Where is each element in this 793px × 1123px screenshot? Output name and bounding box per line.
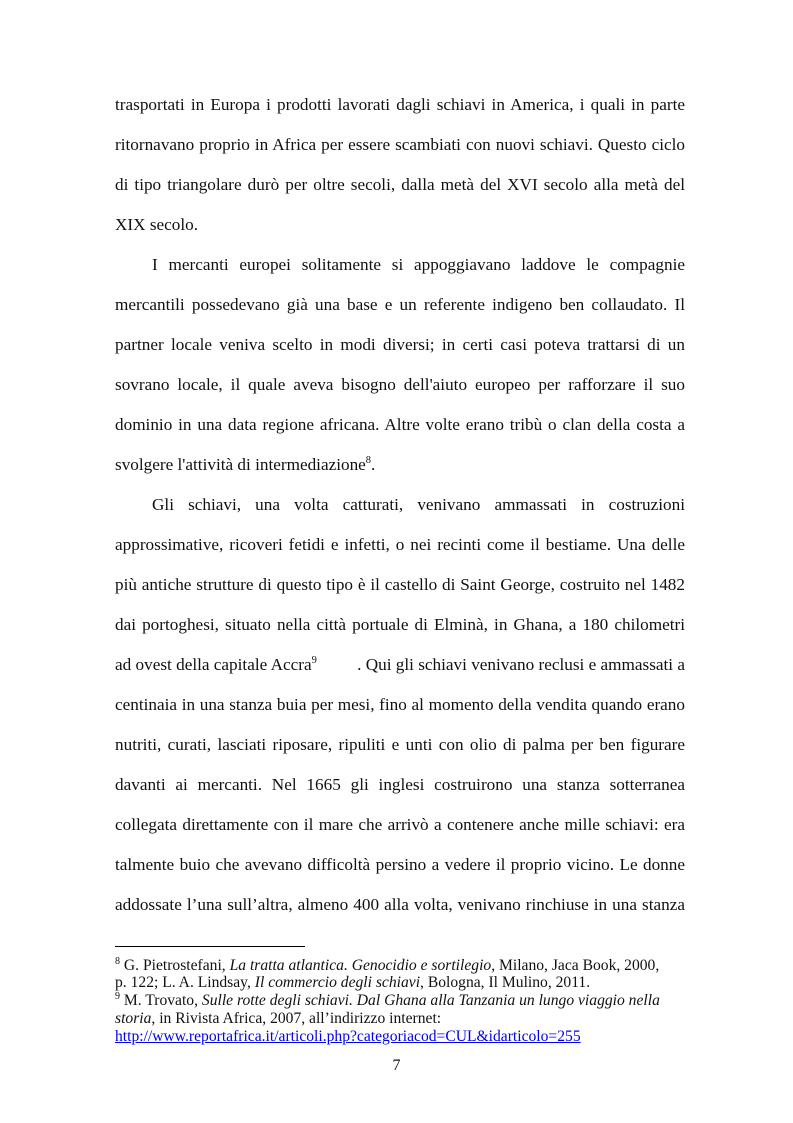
- paragraph-start-line: Gli schiavi, una volta catturati, venivano ammassati in costruzioni: [152, 495, 685, 514]
- body-text: ad ovest della capitale Accra$^9$: [115, 655, 317, 674]
- body-text: svolgere l'attività di intermediazione: [115, 455, 366, 474]
- footnote-url-link[interactable]: http://www.reportafrica.it/articoli.php?categoriacod=CUL&idarticolo=255: [115, 1028, 581, 1045]
- footnote-text: , Bologna, Il Mulino, 2011.: [420, 974, 591, 991]
- body-line: [115, 455, 685, 475]
- footnote-text: , Milano, Jaca Book, 2000,: [491, 957, 660, 974]
- footnote-9-cont: [115, 1010, 685, 1027]
- footnote-number: 8: [115, 956, 120, 967]
- body-line: dominio in una data regione africana. Altre volte erano tribù o clan della costa a: [115, 415, 685, 434]
- footnote-title: storia: [115, 1010, 152, 1027]
- footnote-text: , in Rivista Africa, 2007, all’indirizzo internet:: [151, 1010, 442, 1027]
- footnote-ref-9[interactable]: 9: [311, 655, 317, 666]
- body-line: approssimative, ricoveri fetidi e infetti, o nei recinti come il bestiame. Una delle: [115, 535, 685, 554]
- body-line: dai portoghesi, situato nella città portuale di Elminà, in Ghana, a 180 chilometri: [115, 615, 685, 634]
- footnote-8-cont: [115, 974, 685, 991]
- footnote-title: Sulle rotte degli schiavi. Dal Ghana alla Tanzania un lungo viaggio nella: [201, 992, 660, 1009]
- body-line: [115, 655, 685, 675]
- footnote-9: [115, 992, 685, 1009]
- footnote-title: Il commercio degli schiavi: [254, 974, 421, 991]
- body-line: di tipo triangolare durò per oltre secoli, dalla metà del XVI secolo alla metà del: [115, 175, 685, 194]
- body-line: XIX secolo.: [115, 215, 199, 234]
- footnote-9-url-line: [115, 1028, 685, 1045]
- body-line: centinaia in una stanza buia per mesi, fino al momento della vendita quando erano: [115, 695, 685, 714]
- footnote-text: p. 122; L. A. Lindsay,: [115, 974, 255, 991]
- body-text: . Qui gli schiavi venivano reclusi e ammassati a: [357, 655, 685, 674]
- body-line: talmente buio che avevano difficoltà persino a vedere il proprio vicino. Le donne: [115, 855, 685, 874]
- body-line: ritornavano proprio in Africa per essere scambiati con nuovi schiavi. Questo ciclo: [115, 135, 685, 154]
- footnote-ref-8[interactable]: 8: [365, 455, 372, 466]
- paragraph-start-line: I mercanti europei solitamente si appoggiavano laddove le compagnie: [152, 255, 685, 274]
- body-line: più antiche strutture di questo tipo è il castello di Saint George, costruito nel 1482: [115, 575, 685, 594]
- body-line: collegata direttamente con il mare che arrivò a contenere anche mille schiavi: era: [115, 815, 685, 834]
- body-line: nutriti, curati, lasciati riposare, ripuliti e unti con olio di palma per ben figurare: [115, 735, 685, 754]
- footnote-text: G. Pietrostefani,: [120, 957, 230, 974]
- footnote-8: [115, 957, 685, 974]
- body-line: mercantili possedevano già una base e un referente indigeno ben collaudato. Il: [115, 295, 685, 314]
- footnote-separator: [115, 946, 305, 947]
- body-line: trasportati in Europa i prodotti lavorati dagli schiavi in America, i quali in parte: [115, 95, 685, 114]
- page-number: 7: [392, 1057, 401, 1074]
- body-line: sovrano locale, il quale aveva bisogno dell'aiuto europeo per rafforzare il suo: [115, 375, 685, 394]
- footnote-number: 9: [115, 991, 120, 1002]
- footnote-title: La tratta atlantica. Genocidio e sortilegio: [229, 957, 492, 974]
- body-line: davanti ai mercanti. Nel 1665 gli inglesi costruirono una stanza sotterranea: [115, 775, 685, 794]
- body-line: partner locale veniva scelto in modi diversi; in certi casi poteva trattarsi di un: [115, 335, 685, 354]
- footnote-text: M. Trovato,: [120, 992, 202, 1009]
- body-text: .: [371, 455, 376, 474]
- body-line: addossate l’una sull’altra, almeno 400 alla volta, venivano rinchiuse in una stanza: [115, 895, 685, 914]
